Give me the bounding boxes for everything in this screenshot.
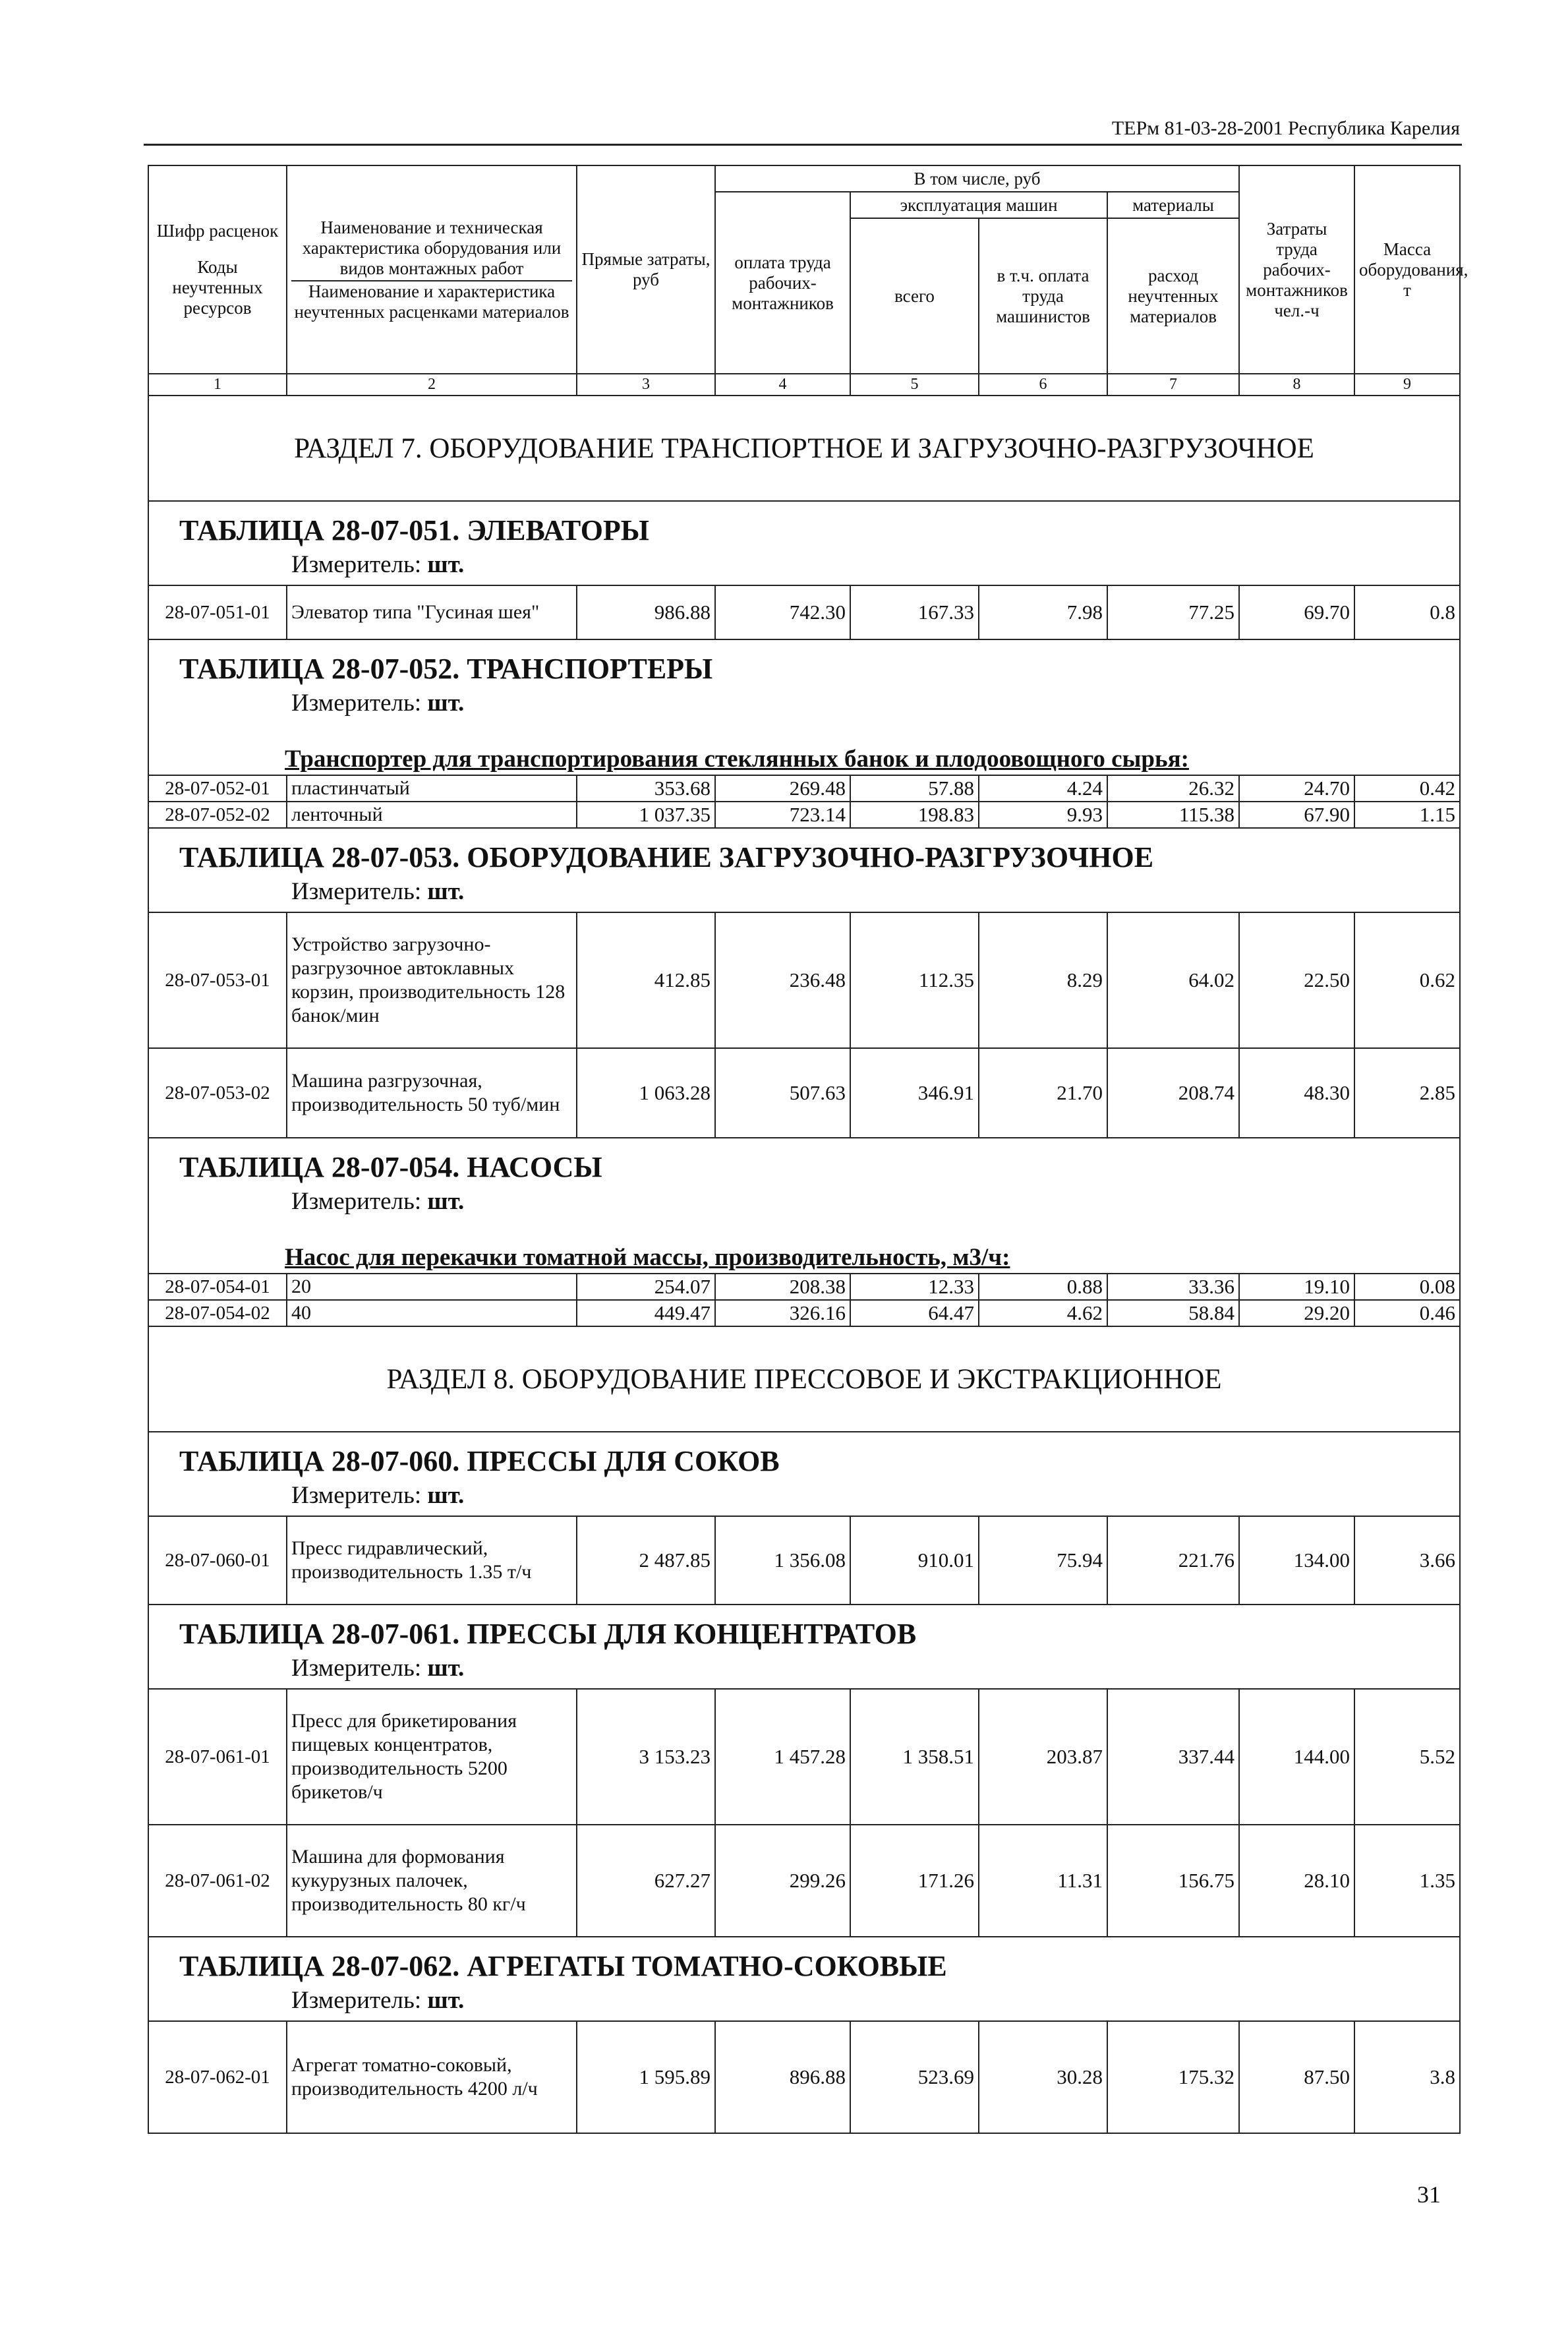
- row-code: 28-07-054-01: [148, 1274, 287, 1300]
- table-block: [148, 501, 1460, 585]
- section-row: [148, 1326, 1460, 1432]
- header-labor-cost: Затраты труда рабочих-монтажников чел.-ч: [1239, 165, 1354, 374]
- row-direct: 412.85: [577, 912, 715, 1048]
- row-code: 28-07-061-02: [148, 1825, 287, 1937]
- row-materials: 58.84: [1107, 1300, 1239, 1326]
- column-number: 3: [577, 374, 715, 396]
- column-number: 9: [1354, 374, 1460, 396]
- row-mass: 0.08: [1354, 1274, 1460, 1300]
- table-block: [148, 828, 1460, 912]
- section-title: РАЗДЕЛ 7. ОБОРУДОВАНИЕ ТРАНСПОРТНОЕ И ЗАГРУЗОЧНО-РАЗГРУЗОЧНОЕ: [148, 396, 1460, 501]
- norms-table: [148, 165, 1468, 2134]
- row-machines: 64.47: [850, 1300, 979, 1326]
- table-title: ТАБЛИЦА 28-07-052. ТРАНСПОРТЕРЫ: [179, 653, 713, 685]
- row-mass: 5.52: [1354, 1689, 1460, 1825]
- header-direct: Прямые затраты, руб: [577, 165, 715, 374]
- header-machine-ops: эксплуатация машин: [850, 192, 1107, 218]
- row-direct: 254.07: [577, 1274, 715, 1300]
- measure-label: Измеритель:: [291, 1482, 422, 1509]
- column-number: 1: [148, 374, 287, 396]
- header-mass: Масса оборудования, т: [1354, 165, 1460, 374]
- measure-line: [153, 1653, 1455, 1684]
- row-direct: 1 063.28: [577, 1048, 715, 1138]
- row-labor-hours: 22.50: [1239, 912, 1354, 1048]
- row-machines: 12.33: [850, 1274, 979, 1300]
- header-code-bottom: Коды неучтенных ресурсов: [172, 257, 263, 318]
- table-row: [148, 1689, 1460, 1825]
- measure-label: Измеритель:: [291, 878, 422, 905]
- table-block-row: [148, 1138, 1460, 1274]
- table-row: [148, 912, 1460, 1048]
- row-machinist: 75.94: [979, 1516, 1107, 1605]
- row-direct: 1 037.35: [577, 802, 715, 828]
- measure-label: Измеритель:: [291, 690, 422, 717]
- row-materials: 221.76: [1107, 1516, 1239, 1605]
- column-number: 8: [1239, 374, 1354, 396]
- row-machinist: 203.87: [979, 1689, 1107, 1825]
- measure-label: Измеритель:: [291, 1188, 422, 1215]
- header-name-bottom: Наименование и характеристика неучтенных расценками материалов: [294, 281, 569, 322]
- section-title: РАЗДЕЛ 8. ОБОРУДОВАНИЕ ПРЕССОВОЕ И ЭКСТРАКЦИОННОЕ: [148, 1326, 1460, 1432]
- row-name: Пресс для брикетирования пищевых концентратов, производительность 5200 брикетов/ч: [287, 1689, 577, 1825]
- row-machines: 910.01: [850, 1516, 979, 1605]
- row-machines: 523.69: [850, 2021, 979, 2133]
- row-machinist: 11.31: [979, 1825, 1107, 1937]
- measure-line: [153, 549, 1455, 581]
- row-mass: 1.15: [1354, 802, 1460, 828]
- row-materials: 64.02: [1107, 912, 1239, 1048]
- row-machinist: 30.28: [979, 2021, 1107, 2133]
- table-row: [148, 802, 1460, 828]
- row-name: ленточный: [287, 802, 577, 828]
- column-number: 5: [850, 374, 979, 396]
- row-labor-hours: 87.50: [1239, 2021, 1354, 2133]
- row-materials: 175.32: [1107, 2021, 1239, 2133]
- table-block-row: [148, 1937, 1460, 2021]
- row-direct: 353.68: [577, 775, 715, 802]
- row-labor-pay: 299.26: [715, 1825, 850, 1937]
- row-labor-pay: 236.48: [715, 912, 850, 1048]
- table-row: [148, 1516, 1460, 1605]
- column-number: 2: [287, 374, 577, 396]
- row-mass: 3.66: [1354, 1516, 1460, 1605]
- header-name-cell: [287, 165, 577, 374]
- row-machinist: 4.24: [979, 775, 1107, 802]
- row-labor-hours: 48.30: [1239, 1048, 1354, 1138]
- table-row: [148, 1825, 1460, 1937]
- page-number: 31: [1417, 2181, 1441, 2208]
- row-machines: 167.33: [850, 585, 979, 639]
- column-numbers-row: [148, 374, 1460, 396]
- table-block: [148, 639, 1460, 775]
- header-code-cell: [148, 165, 287, 374]
- measure-unit: шт.: [427, 1188, 465, 1215]
- row-mass: 2.85: [1354, 1048, 1460, 1138]
- row-code: 28-07-051-01: [148, 585, 287, 639]
- row-labor-pay: 742.30: [715, 585, 850, 639]
- row-labor-hours: 28.10: [1239, 1825, 1354, 1937]
- row-machines: 346.91: [850, 1048, 979, 1138]
- row-code: 28-07-052-01: [148, 775, 287, 802]
- measure-line: [153, 688, 1455, 719]
- table-block-row: [148, 501, 1460, 585]
- row-labor-pay: 326.16: [715, 1300, 850, 1326]
- column-number: 4: [715, 374, 850, 396]
- row-name: 40: [287, 1300, 577, 1326]
- measure-unit: шт.: [427, 551, 465, 578]
- measure-label: Измеритель:: [291, 1987, 422, 2014]
- table-title: ТАБЛИЦА 28-07-062. АГРЕГАТЫ ТОМАТНО-СОКОВЫЕ: [179, 1950, 947, 1982]
- measure-unit: шт.: [427, 878, 465, 905]
- row-mass: 0.46: [1354, 1300, 1460, 1326]
- row-machines: 171.26: [850, 1825, 979, 1937]
- row-machines: 57.88: [850, 775, 979, 802]
- row-mass: 0.62: [1354, 912, 1460, 1048]
- header-materials-unaccounted: расход неучтенных материалов: [1107, 218, 1239, 374]
- row-direct: 3 153.23: [577, 1689, 715, 1825]
- measure-unit: шт.: [427, 1655, 465, 1682]
- row-labor-hours: 134.00: [1239, 1516, 1354, 1605]
- table-title: ТАБЛИЦА 28-07-053. ОБОРУДОВАНИЕ ЗАГРУЗОЧНО-РАЗГРУЗОЧНОЕ: [179, 841, 1154, 873]
- row-direct: 627.27: [577, 1825, 715, 1937]
- row-code: 28-07-062-01: [148, 2021, 287, 2133]
- table-row: [148, 1048, 1460, 1138]
- row-machines: 1 358.51: [850, 1689, 979, 1825]
- row-machinist: 9.93: [979, 802, 1107, 828]
- row-labor-pay: 507.63: [715, 1048, 850, 1138]
- row-labor-hours: 19.10: [1239, 1274, 1354, 1300]
- table-row: [148, 585, 1460, 639]
- row-code: 28-07-053-02: [148, 1048, 287, 1138]
- row-materials: 26.32: [1107, 775, 1239, 802]
- measure-unit: шт.: [427, 690, 465, 717]
- header-rule: [144, 144, 1462, 146]
- row-labor-hours: 69.70: [1239, 585, 1354, 639]
- row-mass: 0.42: [1354, 775, 1460, 802]
- row-name: Машина для формования кукурузных палочек, производительность 80 кг/ч: [287, 1825, 577, 1937]
- table-block-row: [148, 1605, 1460, 1689]
- row-code: 28-07-052-02: [148, 802, 287, 828]
- header-materials: материалы: [1107, 192, 1239, 218]
- row-labor-hours: 67.90: [1239, 802, 1354, 828]
- header-name-top: Наименование и техническая характеристика оборудования или видов монтажных работ: [291, 218, 572, 281]
- header-labor-pay: оплата труда рабочих-монтажников: [715, 192, 850, 374]
- header-row-1: [148, 165, 1460, 192]
- table-row: [148, 1300, 1460, 1326]
- table-block-row: [148, 1432, 1460, 1516]
- row-labor-pay: 896.88: [715, 2021, 850, 2133]
- column-number: 7: [1107, 374, 1239, 396]
- header-machinist-pay: в т.ч. оплата труда машинистов: [979, 218, 1107, 374]
- row-code: 28-07-053-01: [148, 912, 287, 1048]
- measure-unit: шт.: [427, 1987, 465, 2014]
- row-direct: 449.47: [577, 1300, 715, 1326]
- row-machinist: 4.62: [979, 1300, 1107, 1326]
- row-name: 20: [287, 1274, 577, 1300]
- row-materials: 337.44: [1107, 1689, 1239, 1825]
- row-code: 28-07-060-01: [148, 1516, 287, 1605]
- row-mass: 0.8: [1354, 585, 1460, 639]
- table-block: [148, 1605, 1460, 1689]
- row-materials: 115.38: [1107, 802, 1239, 828]
- group-title: Транспортер для транспортирования стеклянных банок и плодоовощного сырья:: [285, 746, 1189, 773]
- table-row: [148, 2021, 1460, 2133]
- row-machinist: 0.88: [979, 1274, 1107, 1300]
- measure-line: [153, 1985, 1455, 2017]
- group-title: Насос для перекачки томатной массы, производительность, м3/ч:: [285, 1244, 1010, 1271]
- column-number: 6: [979, 374, 1107, 396]
- row-direct: 1 595.89: [577, 2021, 715, 2133]
- measure-line: [153, 876, 1455, 908]
- row-name: Устройство загрузочно-разгрузочное автоклавных корзин, производительность 128 банок/мин: [287, 912, 577, 1048]
- measure-label: Измеритель:: [291, 1655, 422, 1682]
- row-labor-pay: 1 356.08: [715, 1516, 850, 1605]
- row-labor-pay: 1 457.28: [715, 1689, 850, 1825]
- row-materials: 208.74: [1107, 1048, 1239, 1138]
- table-row: [148, 775, 1460, 802]
- row-machinist: 8.29: [979, 912, 1107, 1048]
- table-title: ТАБЛИЦА 28-07-060. ПРЕССЫ ДЛЯ СОКОВ: [179, 1445, 780, 1477]
- table-row: [148, 1274, 1460, 1300]
- row-name: Пресс гидравлический, производительность 1.35 т/ч: [287, 1516, 577, 1605]
- row-labor-hours: 29.20: [1239, 1300, 1354, 1326]
- row-code: 28-07-054-02: [148, 1300, 287, 1326]
- table-title: ТАБЛИЦА 28-07-054. НАСОСЫ: [179, 1151, 602, 1183]
- row-direct: 986.88: [577, 585, 715, 639]
- row-materials: 156.75: [1107, 1825, 1239, 1937]
- row-labor-hours: 24.70: [1239, 775, 1354, 802]
- table-title: ТАБЛИЦА 28-07-051. ЭЛЕВАТОРЫ: [179, 514, 650, 546]
- row-name: Агрегат томатно-соковый, производительность 4200 л/ч: [287, 2021, 577, 2133]
- table-block: [148, 1937, 1460, 2021]
- table-title: ТАБЛИЦА 28-07-061. ПРЕССЫ ДЛЯ КОНЦЕНТРАТОВ: [179, 1618, 917, 1650]
- row-name: Машина разгрузочная, производительность 50 туб/мин: [287, 1048, 577, 1138]
- measure-label: Измеритель:: [291, 551, 422, 578]
- table-block-row: [148, 639, 1460, 775]
- row-direct: 2 487.85: [577, 1516, 715, 1605]
- row-name: Элеватор типа "Гусиная шея": [287, 585, 577, 639]
- row-machines: 112.35: [850, 912, 979, 1048]
- header-code-top: Шифр расценок: [156, 221, 279, 241]
- row-materials: 77.25: [1107, 585, 1239, 639]
- row-machinist: 7.98: [979, 585, 1107, 639]
- table-block-row: [148, 828, 1460, 912]
- measure-line: [153, 1186, 1455, 1218]
- document-reference: ТЕРм 81-03-28-2001 Республика Карелия: [1111, 117, 1460, 139]
- section-row: [148, 396, 1460, 501]
- row-labor-pay: 269.48: [715, 775, 850, 802]
- row-name: пластинчатый: [287, 775, 577, 802]
- table-block: [148, 1138, 1460, 1274]
- header-machine-total: всего: [850, 218, 979, 374]
- header-incl: В том числе, руб: [715, 165, 1239, 192]
- measure-unit: шт.: [427, 1482, 465, 1509]
- row-code: 28-07-061-01: [148, 1689, 287, 1825]
- row-labor-pay: 723.14: [715, 802, 850, 828]
- table-block: [148, 1432, 1460, 1516]
- row-mass: 3.8: [1354, 2021, 1460, 2133]
- row-labor-pay: 208.38: [715, 1274, 850, 1300]
- row-machines: 198.83: [850, 802, 979, 828]
- measure-line: [153, 1480, 1455, 1512]
- row-machinist: 21.70: [979, 1048, 1107, 1138]
- row-labor-hours: 144.00: [1239, 1689, 1354, 1825]
- row-mass: 1.35: [1354, 1825, 1460, 1937]
- row-materials: 33.36: [1107, 1274, 1239, 1300]
